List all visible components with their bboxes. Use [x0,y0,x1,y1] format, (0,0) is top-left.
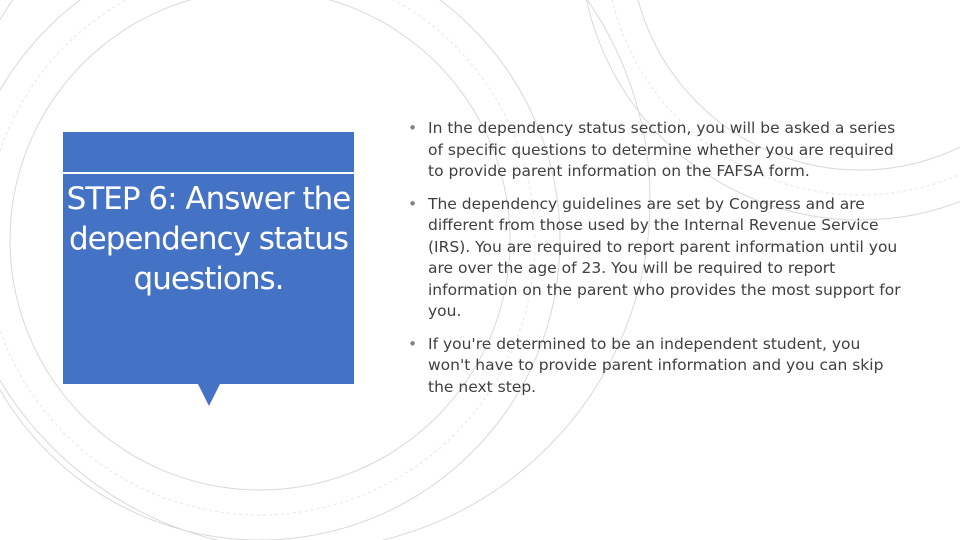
bullet-text: The dependency guidelines are set by Congress and are different from those used by the Internal Revenue Service (IRS). You are required to report parent information until you are over the age of 23. You will be required to report information on the parent who provides the most support for you. [428,194,901,320]
bullet-dot-icon: • [408,119,418,137]
bullet-item [407,194,907,323]
title-divider [63,172,354,174]
bullet-item [407,118,907,183]
slide-title: STEP 6: Answer the dependency status questions. [66,181,351,297]
bullet-dot-icon: • [408,194,418,213]
title-box [63,132,354,384]
title-pointer [198,384,220,406]
bullet-list [407,118,907,409]
bullet-dot-icon: • [408,334,418,353]
bullet-text: In the dependency status section, you will be asked a series of specific questions to determine whether you are required to provide parent information on the FAFSA form. [428,119,896,180]
bullet-text: If you're determined to be an independent student, you won't have to provide parent information and you can skip the next step. [428,334,884,396]
bullet-item [407,334,907,399]
